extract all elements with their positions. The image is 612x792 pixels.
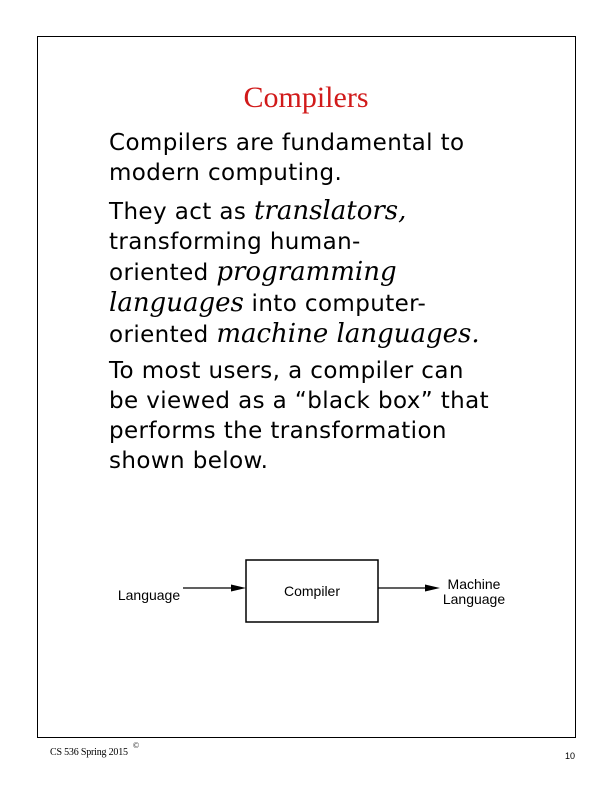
output-label-line: Language (442, 591, 506, 607)
emphasis-machine-languages: machine languages. (216, 319, 480, 349)
text-run: , (398, 196, 407, 226)
paragraph-line: be viewed as a “black box” that (109, 388, 490, 414)
paragraph-black-box (109, 356, 489, 476)
emphasis-languages: languages (109, 288, 244, 318)
copyright-symbol: © (133, 741, 140, 750)
paragraph-line: performs the transformation (109, 418, 447, 444)
paragraph-line: To most users, a compiler can (109, 358, 464, 384)
emphasis-translators: translators (253, 196, 399, 226)
output-label-line: Machine (447, 576, 501, 592)
paragraph-line: transforming human- (109, 229, 361, 255)
page-number: 10 (565, 751, 576, 761)
paragraph-fundamental (109, 128, 465, 188)
emphasis-programming: programming (216, 257, 397, 287)
paragraph-line: modern computing. (109, 160, 343, 186)
machine-language-label (432, 577, 516, 607)
paragraph-line (109, 257, 480, 288)
paragraph-line: Compilers are fundamental to (109, 130, 465, 156)
slide-title: Compilers (243, 81, 369, 114)
paragraph-translators (109, 196, 480, 350)
paragraph-line (109, 319, 480, 350)
text-run: oriented (109, 260, 217, 286)
paragraph-line (109, 196, 480, 227)
text-run: into computer- (243, 291, 427, 317)
course-footer: CS 536 Spring 2015 (50, 747, 128, 758)
text-run: They act as (109, 199, 254, 225)
text-run: oriented (109, 322, 217, 348)
input-language-label: Language (117, 587, 181, 603)
paragraph-line (109, 288, 480, 319)
paragraph-line: shown below. (109, 448, 269, 474)
compiler-label: Compiler (283, 583, 340, 599)
